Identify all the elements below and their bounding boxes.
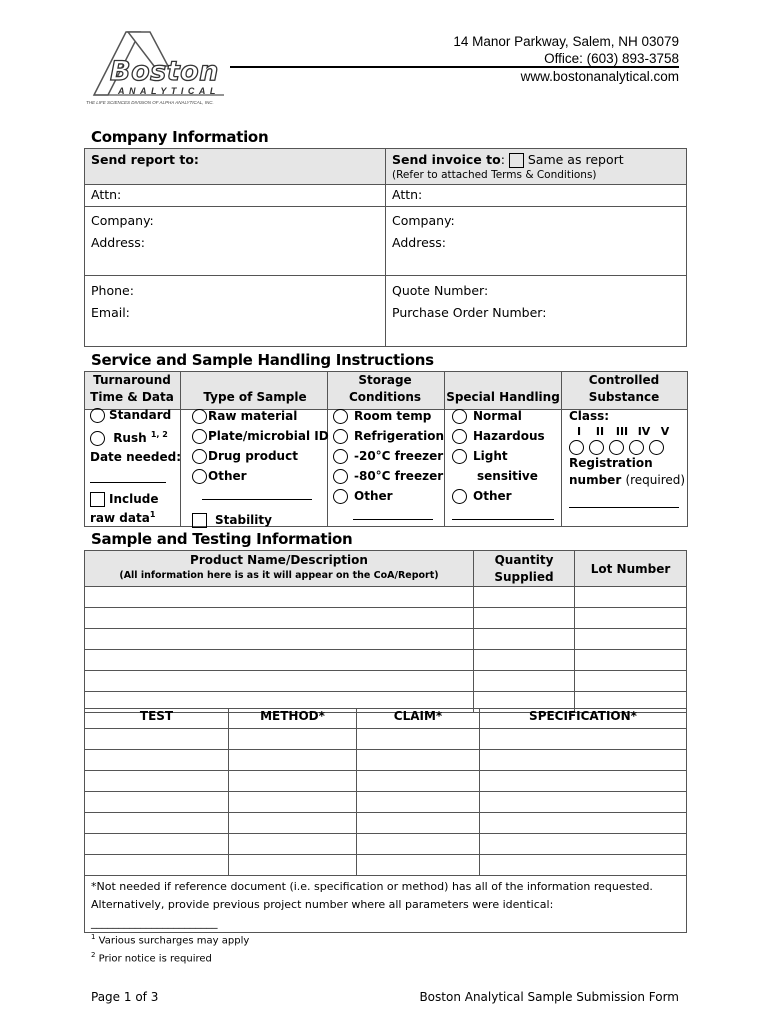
class-label: Class: [569,409,610,423]
class-ii-radio[interactable] [589,440,604,455]
normal-option[interactable] [452,406,554,426]
quote-po-field[interactable] [386,276,687,347]
light-sensitive-option[interactable] [452,446,554,466]
test-head: TEST [85,709,229,729]
include-label: Include [109,492,159,506]
sample-other-option[interactable] [192,466,329,486]
product-head: Product Name/Description [190,553,368,567]
storage-other-radio[interactable] [333,489,348,504]
sample-other-input[interactable] [202,493,312,500]
storage-head: Storage Conditions [348,373,422,404]
class-radio-row [569,439,685,455]
rush-label: Rush [113,431,147,445]
room-temp-label: Room temp [354,409,432,423]
special-other-option[interactable] [452,486,554,506]
table-row[interactable] [85,771,687,792]
same-as-report-label: Same as report [527,152,624,167]
logo-sub: ANALYTICAL [118,86,220,96]
invoice-address-label: Address: [392,235,446,250]
drug-product-label: Drug product [208,449,298,463]
sample-table [84,550,687,713]
light-sensitive-radio[interactable] [452,449,467,464]
special-handling-head: Special Handling [446,390,560,404]
plate-microbial-option[interactable] [192,426,329,446]
stability-checkbox[interactable] [192,513,207,528]
stability-option[interactable] [192,510,329,530]
form-name: Boston Analytical Sample Submission Form [419,990,679,1004]
hazardous-radio[interactable] [452,429,467,444]
number-label: number [569,473,622,487]
storage-other-label: Other [354,489,393,503]
table-row[interactable] [85,629,687,650]
raw-data-label: raw data [90,511,150,525]
terms-note: (Refer to attached Terms & Conditions) [392,169,597,181]
service-col-div3 [444,371,445,526]
include-raw-data-option[interactable] [90,491,181,526]
email-label: Email: [91,305,130,320]
method-head: METHOD* [229,709,357,729]
office-phone: Office: (603) 893-3758 [544,51,679,66]
minus20-option[interactable] [333,446,444,466]
date-needed-input[interactable] [90,467,166,483]
table-row[interactable] [85,855,687,876]
same-as-report-checkbox[interactable] [509,153,524,168]
refrigeration-label: Refrigeration [354,429,445,443]
special-other-input[interactable] [452,513,554,520]
address-line: 14 Manor Parkway, Salem, NH 03079 [453,34,679,49]
invoice-attn-label: Attn: [392,187,423,202]
product-note: (All information here is as it will appear on the CoA/Report) [119,570,439,581]
report-address-label: Address: [91,235,145,250]
service-col-div4 [561,371,562,526]
registration-number-input[interactable] [569,489,679,508]
class-i-label: I [576,425,582,438]
report-company-label: Company: [91,213,154,228]
minus80-option[interactable] [333,466,444,486]
class-v-label: V [660,425,670,438]
table-row[interactable] [85,587,687,608]
claim-head: CLAIM* [357,709,480,729]
table-row[interactable] [85,650,687,671]
sensitive-label: sensitive [477,469,538,483]
company-section-title: Company Information [91,128,269,146]
raw-material-label: Raw material [208,409,298,423]
table-row[interactable] [85,750,687,771]
service-section-title: Service and Sample Handling Instructions [91,351,434,369]
footnotes [91,930,249,967]
specification-head: SPECIFICATION* [480,709,687,729]
table-row[interactable] [85,729,687,750]
note-2[interactable]: Alternatively, provide previous project number where all parameters were identical: _______________________ [91,898,554,929]
hazardous-label: Hazardous [473,429,545,443]
rush-radio[interactable] [90,431,105,446]
turnaround-options [90,406,181,526]
rush-option[interactable] [90,425,181,448]
report-attn-label: Attn: [91,187,122,202]
registration-label: Registration [569,456,653,470]
class-v-radio[interactable] [649,440,664,455]
invoice-company-field[interactable] [386,207,687,276]
notes-row [85,876,687,933]
drug-product-option[interactable] [192,446,329,466]
lot-number-head: Lot Number [575,551,687,587]
number-required-row [569,472,685,489]
storage-other-input[interactable] [353,513,433,520]
table-row[interactable] [85,813,687,834]
standard-label: Standard [109,408,172,422]
logo-tagline: THE LIFE SCIENCES DIVISION OF ALPHA ANALYTICAL, INC. [86,100,214,105]
plate-microbial-label: Plate/microbial ID [208,429,329,443]
class-i-radio[interactable] [569,440,584,455]
stability-label: Stability [215,513,272,527]
special-other-label: Other [473,489,512,503]
normal-radio[interactable] [452,409,467,424]
room-temp-radio[interactable] [333,409,348,424]
class-ii-label: II [595,425,605,438]
rush-superscript: 1, 2 [150,430,168,439]
invoice-attn-field[interactable] [386,185,687,207]
note-1: *Not needed if reference document (i.e. specification or method) has all of the information requested. [91,880,653,893]
room-temp-option[interactable] [333,406,444,426]
hazardous-option[interactable] [452,426,554,446]
class-iv-label: IV [637,425,651,438]
minus20-label: -20°C freezer [354,449,444,463]
logo-name: Boston [110,56,219,87]
minus20-radio[interactable] [333,449,348,464]
footnote-2-text: Prior notice is required [98,953,212,965]
footnote-1-text: Various surcharges may apply [98,935,250,947]
invoice-company-label: Company: [392,213,455,228]
class-iii-radio[interactable] [609,440,624,455]
website: www.bostonanalytical.com [520,69,679,84]
date-needed-label: Date needed: [90,450,182,464]
footnote-1: $^1$ Various surcharges may apply [91,933,250,947]
test-table [84,708,687,933]
table-row[interactable] [85,792,687,813]
phone-label: Phone: [91,283,134,298]
controlled-head: Controlled Substance [588,373,660,404]
minus80-radio[interactable] [333,469,348,484]
normal-label: Normal [473,409,522,423]
quantity-head: Quantity Supplied [474,551,575,587]
table-row[interactable] [85,608,687,629]
testing-section-title: Sample and Testing Information [91,530,353,548]
sample-type-head: Type of Sample [203,390,307,404]
storage-options [333,406,444,526]
raw-material-radio[interactable] [192,409,207,424]
class-iii-label: III [615,425,629,438]
report-attn-field[interactable] [85,185,386,207]
light-label: Light [473,449,508,463]
send-report-label: Send report to: [91,152,199,167]
refrigeration-option[interactable] [333,426,444,446]
include-raw-data-checkbox[interactable] [90,492,105,507]
sample-type-options [192,406,329,530]
company-table: Send report to: Send invoice to: Same as report (Refer to attached Terms & Conditions) Attn: Attn: Company: Address: Company: Address: Phone: Email: Quote Number: Purchase Order Number: [84,148,687,347]
special-other-radio[interactable] [452,489,467,504]
footnote-2: $^2$ Prior notice is required [91,951,212,965]
report-company-field[interactable] [85,207,386,276]
class-roman-row [569,425,685,439]
plate-microbial-radio[interactable] [192,429,207,444]
send-invoice-label: Send invoice to [392,152,501,167]
class-iv-radio[interactable] [629,440,644,455]
controlled-options [569,406,685,514]
storage-other-option[interactable] [333,486,444,506]
sample-other-label: Other [208,469,247,483]
refrigeration-radio[interactable] [333,429,348,444]
quote-number-label: Quote Number: [392,283,489,298]
page-number: Page 1 of 3 [91,990,159,1004]
raw-material-option[interactable] [192,406,329,426]
special-handling-options [452,406,554,526]
raw-data-superscript: 1 [149,510,156,519]
drug-product-radio[interactable] [192,449,207,464]
table-row[interactable] [85,834,687,855]
standard-radio[interactable] [90,408,105,423]
sample-other-radio[interactable] [192,469,207,484]
po-number-label: Purchase Order Number: [392,305,547,320]
table-row[interactable] [85,671,687,692]
turnaround-head: Turnaround Time & Data [90,373,174,404]
required-label: (required) [625,473,686,487]
minus80-label: -80°C freezer [354,469,444,483]
contact-field[interactable] [85,276,386,347]
standard-option[interactable] [90,406,181,425]
